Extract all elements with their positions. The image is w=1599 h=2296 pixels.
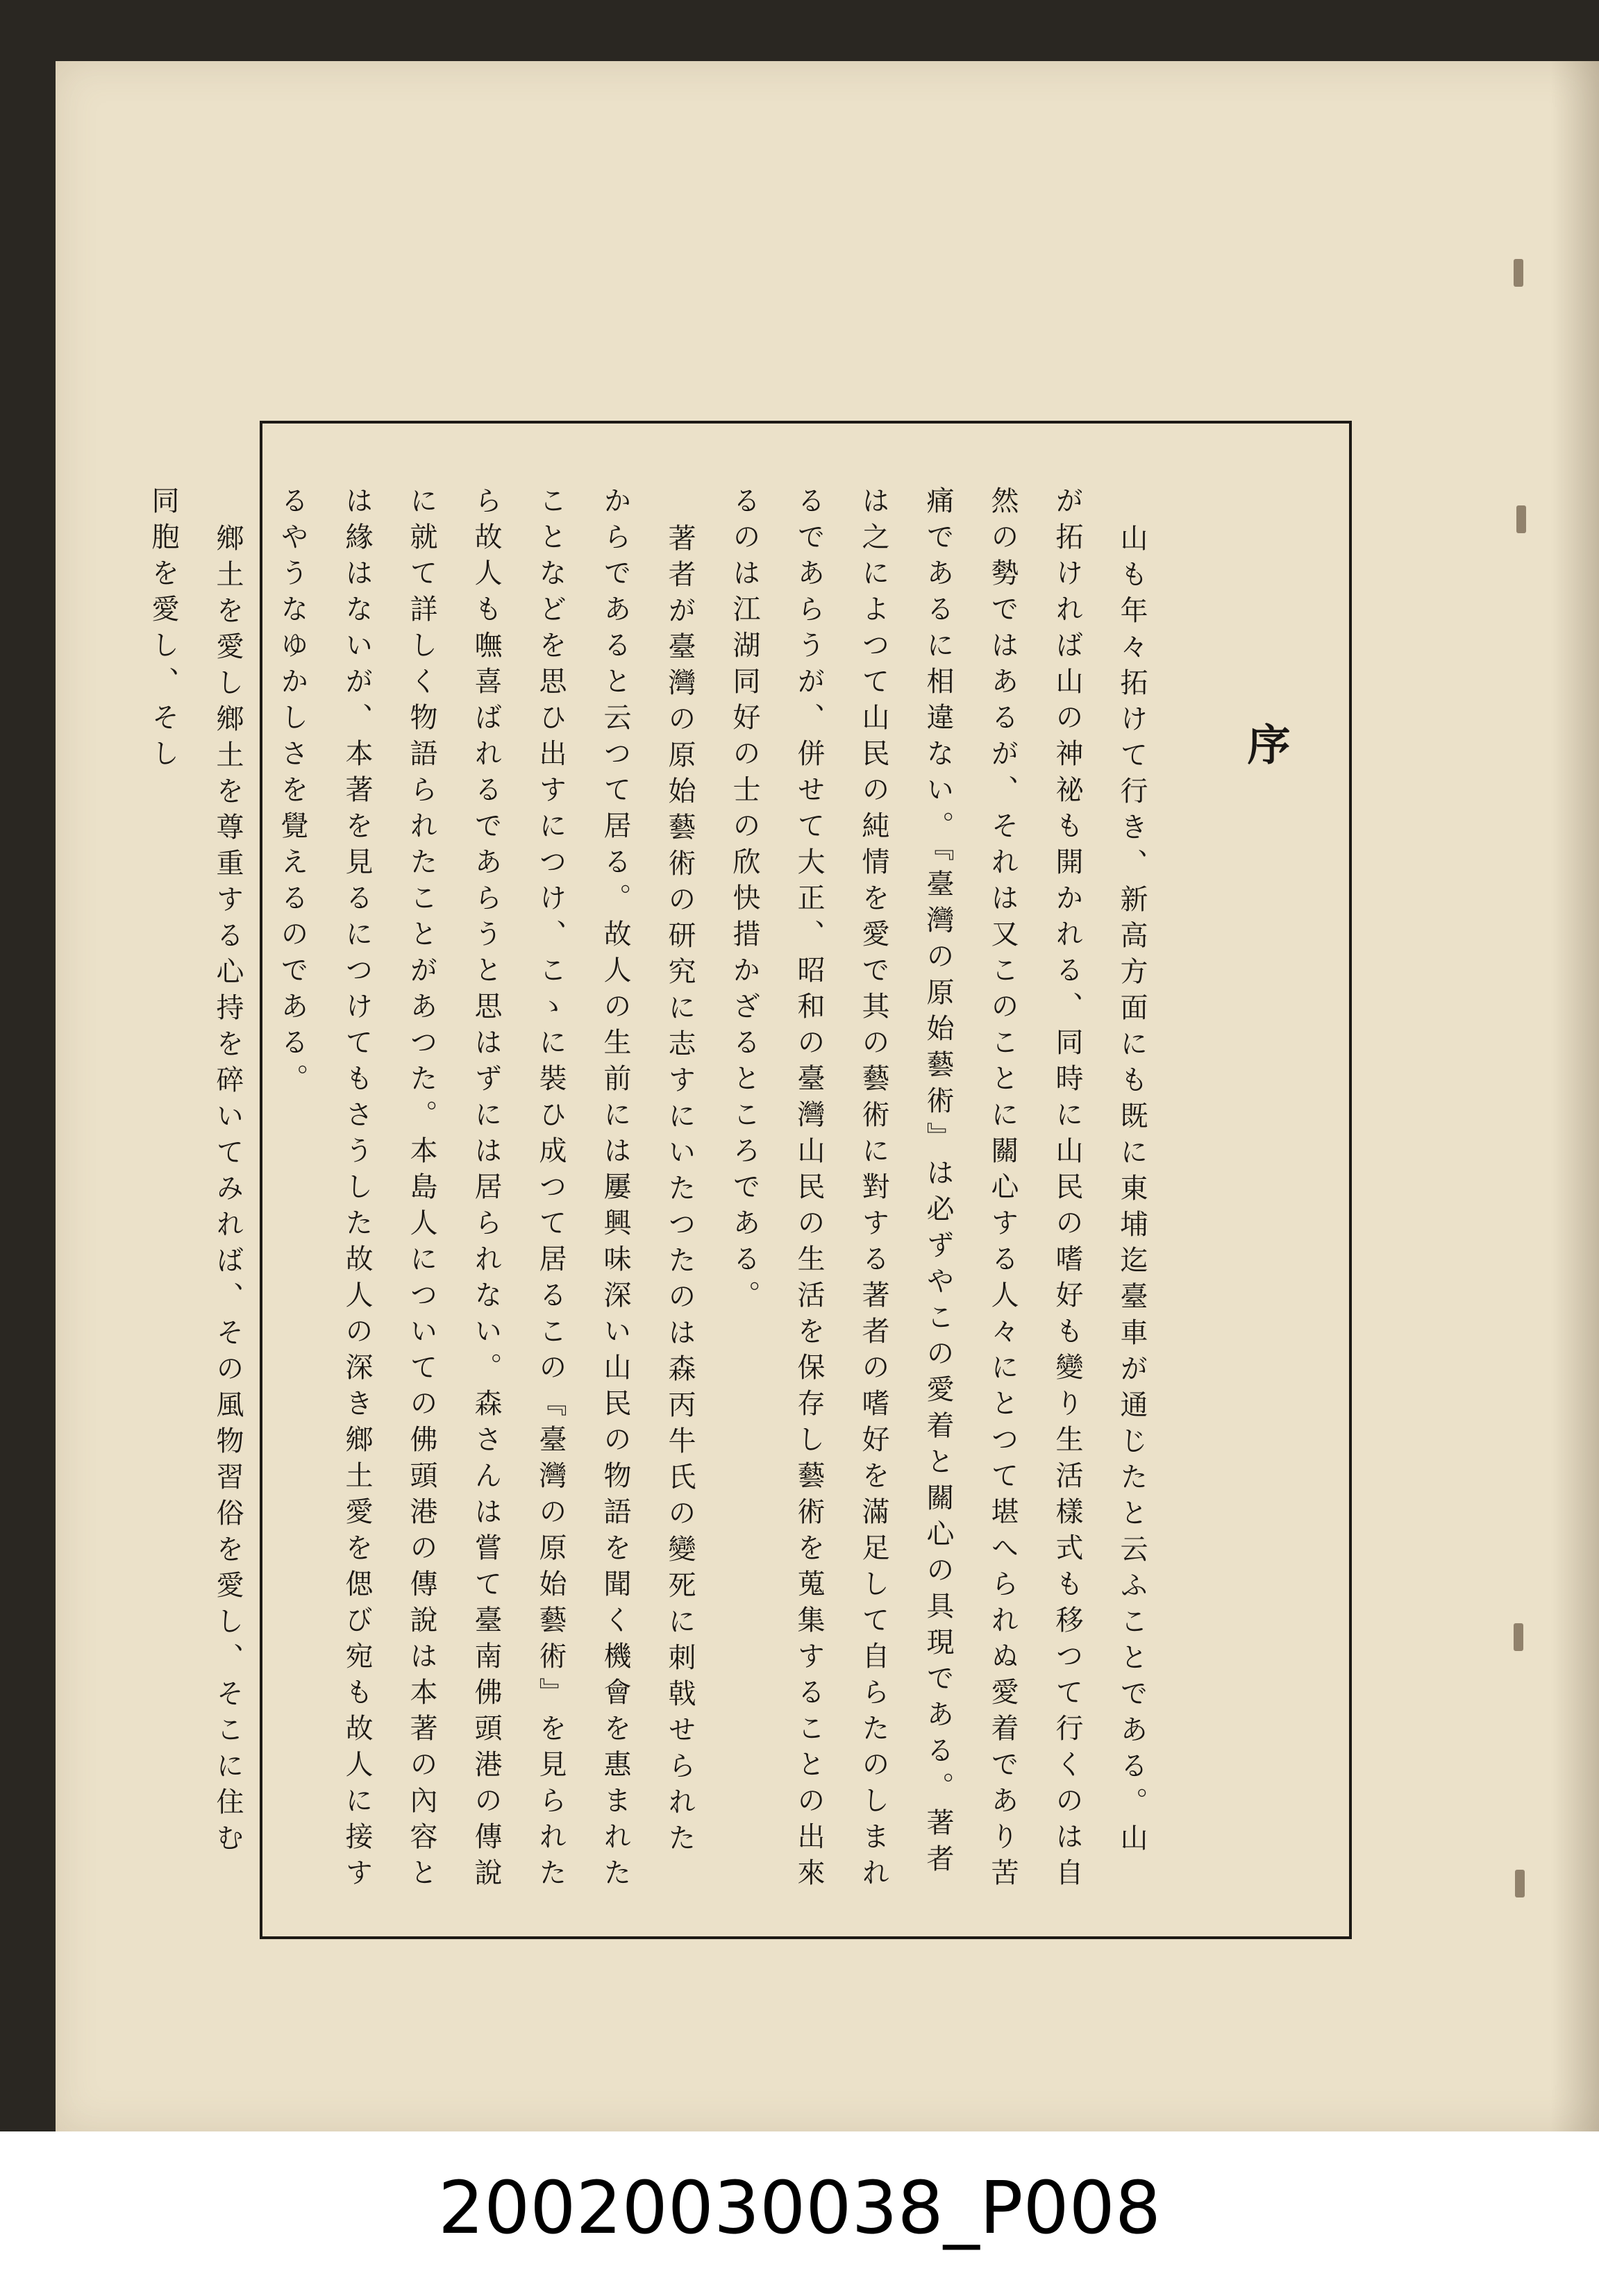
paragraph: 著者が臺灣の原始藝術の研究に志すにいたつたのは森丙牛氏の變死に刺戟せられたからであると云つて居る。故人の生前には屢興味深い山民の物語を聞く機會を惠まれたことなどを思ひ出すにつけ、こゝに裝ひ成つて居るこの『臺灣の原始藝術』を見られたら故人も嘸喜ばれるであらうと思はずには居られない。森さんは嘗て臺南佛頭港の傳說に就て詳しく物語られたことがあつた。本島人についての佛頭港の傳說は本著の內容とは緣はないが、本著を見るにつけてもさうした故人の深き鄉土愛を偲び宛も故人に接するやうなゆかしさを覺えるのである。 [276, 486, 696, 1894]
book-page [56, 61, 1599, 2131]
page-title: 序 [1240, 722, 1291, 765]
image-id-caption: 20020030038_P008 [437, 2165, 1162, 2250]
binding-thread-mark [1514, 259, 1523, 287]
text-frame-border [147, 421, 1352, 1939]
page-gutter-shadow [1550, 61, 1599, 2131]
vertical-text-block [147, 486, 1307, 1895]
paragraph: 鄉土を愛し鄉土を尊重する心持を碎いてみれば、その風物習俗を愛し、そこに住む同胞を愛し、そし [147, 486, 244, 1859]
binding-thread-mark [1515, 1870, 1525, 1897]
binding-thread-mark [1516, 505, 1526, 533]
paragraph: 山も年々拓けて行き、新高方面にも既に東埔迄臺車が通じたと云ふことである。山が拓ければ山の神祕も開かれる、同時に山民の嗜好も變り生活樣式も移つて行くのは自然の勢ではあるが、それは又このことに關心する人々にとつて堪へられぬ愛着であり苦痛であるに相違ない。『臺灣の原始藝術』は必ずやこの愛着と關心の具現である。著者は之によつて山民の純情を愛で其の藝術に對する著者の嗜好を滿足して自らたのしまれるであらうが、併せて大正、昭和の臺灣山民の生活を保存し藝術を蒐集することの出來るのは江湖同好の士の欣快措かざるところである。 [728, 486, 1148, 1894]
binding-thread-mark [1514, 1623, 1523, 1651]
